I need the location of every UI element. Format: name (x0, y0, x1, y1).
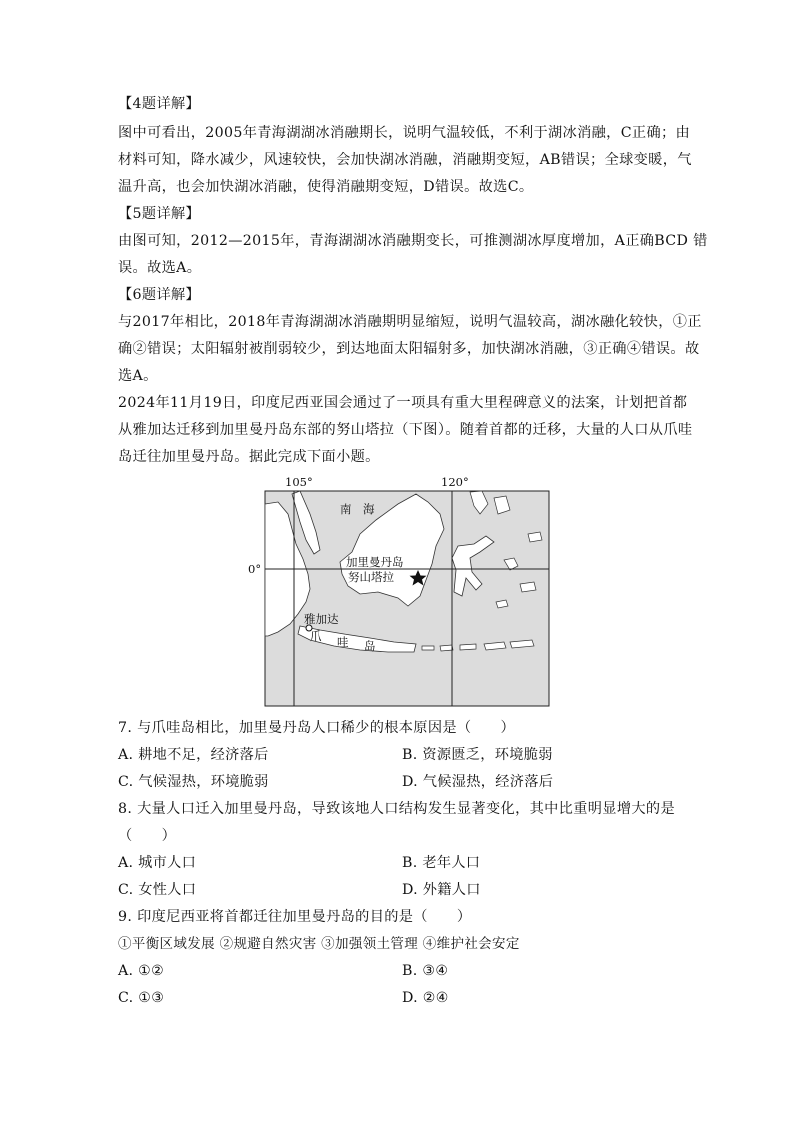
stem-line-2: 从雅加达迁移到加里曼丹岛东部的努山塔拉（下图）。随着首都的迁移，大量的人口从爪哇 (118, 422, 693, 438)
q5-explain-line-2: 误。故选A。 (118, 260, 202, 276)
label-sea: 南 海 (340, 502, 375, 516)
q4-explain-line-2: 材料可知，降水减少，风速较快，会加快湖冰消融，消融期变短，AB错误；全球变暖，气 (118, 152, 692, 168)
label-java-1: 爪 (310, 629, 322, 643)
q7-stem: 7. 与爪哇岛相比，加里曼丹岛人口稀少的根本原因是（ ） (118, 720, 516, 736)
q5-explain-title: 【5题详解】 (118, 206, 201, 222)
q4-explain-line-1: 图中可看出，2005年青海湖湖冰消融期长，说明气温较低，不利于湖冰消融，C正确；由 (118, 125, 691, 141)
q5-explain-line-1: 由图可知，2012—2015年，青海湖湖冰消融期变长，可推测湖冰厚度增加，A正确BCD 错 (118, 233, 708, 249)
q8-option-c[interactable]: C. 女性人口 (118, 882, 197, 898)
q6-explain-line-3: 选A。 (118, 368, 158, 384)
label-java-2: 哇 (337, 635, 349, 649)
q9-option-d[interactable]: D. ②④ (402, 990, 449, 1006)
indonesia-map (248, 474, 552, 708)
label-jakarta: 雅加达 (304, 612, 339, 626)
q7-option-b[interactable]: B. 资源匮乏，环境脆弱 (402, 747, 553, 763)
q9-option-b[interactable]: B. ③④ (402, 963, 449, 979)
label-lon-105: 105° (285, 475, 313, 489)
q6-explain-line-1: 与2017年相比，2018年青海湖湖冰消融期明显缩短，说明气温较高，湖冰融化较快，①正 (118, 314, 702, 330)
label-lat-0: 0° (248, 562, 262, 576)
q9-option-a[interactable]: A. ①② (118, 963, 165, 979)
q9-option-c[interactable]: C. ①③ (118, 990, 165, 1006)
q8-stem-cont: （ ） (118, 828, 177, 844)
q9-choices: ①平衡区域发展 ②规避自然灾害 ③加强领土管理 ④维护社会安定 (118, 936, 520, 952)
q6-explain-title: 【6题详解】 (118, 287, 201, 303)
q6-explain-line-2: 确②错误；太阳辐射被削弱较少，到达地面太阳辐射多，加快湖冰消融，③正确④错误。故 (118, 341, 700, 357)
q4-explain-line-3: 温升高，也会加快湖冰消融，使得消融期变短，D错误。故选C。 (118, 179, 534, 195)
q7-option-a[interactable]: A. 耕地不足，经济落后 (118, 747, 269, 763)
q7-option-d[interactable]: D. 气候湿热，经济落后 (402, 774, 554, 790)
q8-stem: 8. 大量人口迁入加里曼丹岛，导致该地人口结构发生显著变化，其中比重明显增大的是 (118, 801, 675, 817)
stem-line-1: 2024年11月19日，印度尼西亚国会通过了一项具有重大里程碑意义的法案，计划把首都 (118, 395, 688, 411)
stem-line-3: 岛迁往加里曼丹岛。据此完成下面小题。 (118, 449, 380, 465)
label-nusantara: 努山塔拉 (348, 570, 394, 584)
q8-option-b[interactable]: B. 老年人口 (402, 855, 481, 871)
q9-stem: 9. 印度尼西亚将首都迁往加里曼丹岛的目的是（ ） (118, 909, 472, 925)
q8-option-d[interactable]: D. 外籍人口 (402, 882, 481, 898)
label-java-3: 岛 (364, 639, 376, 653)
map-figure (248, 474, 552, 708)
label-lon-120: 120° (441, 475, 469, 489)
q8-option-a[interactable]: A. 城市人口 (118, 855, 197, 871)
q7-option-c[interactable]: C. 气候湿热，环境脆弱 (118, 774, 269, 790)
q4-explain-title: 【4题详解】 (118, 96, 201, 112)
label-kalimantan: 加里曼丹岛 (346, 555, 404, 569)
